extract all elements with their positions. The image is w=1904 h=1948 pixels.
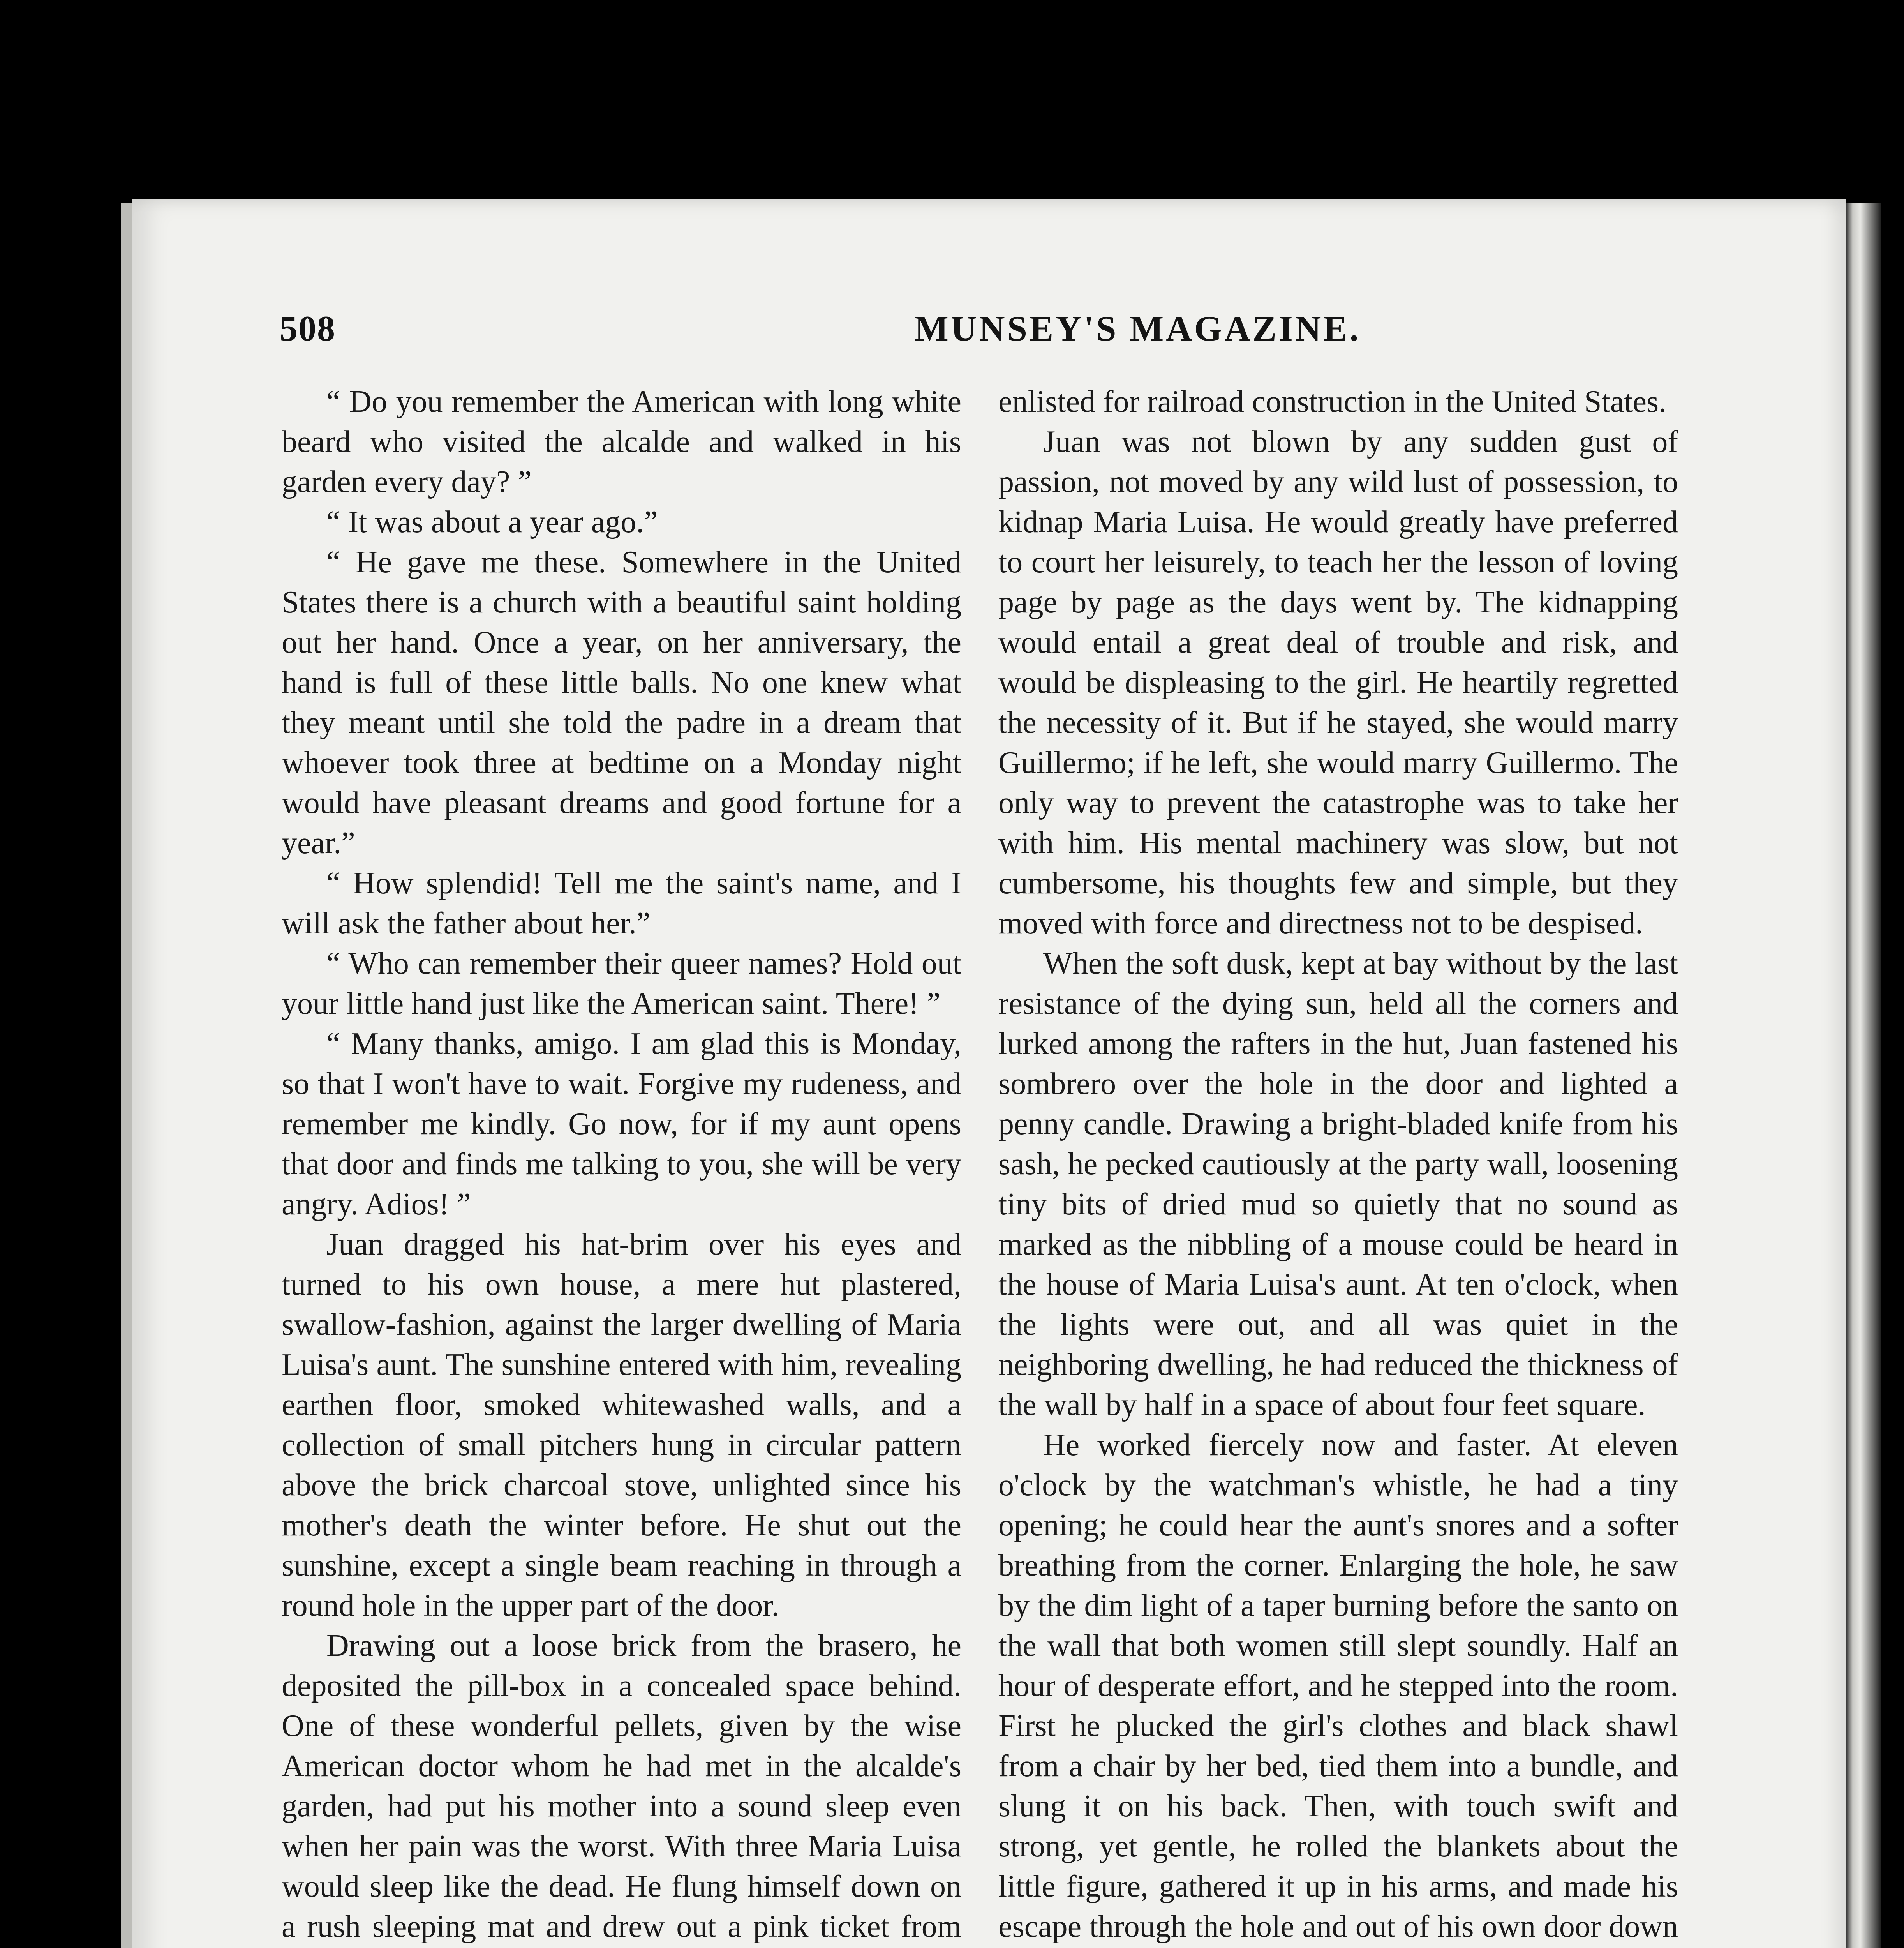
text-column-right bbox=[998, 382, 1678, 1948]
paragraph: Juan dragged his hat-brim over his eyes and turned to his own house, a mere hut plastered, swallow-fashion, against the larger dwelling of Maria Luisa's aunt. The sunshine entered with him, revealing earthen floor, smoked whitewashed walls, and a collection of small pitchers hung in circular pattern above the brick charcoal stove, unlighted since his mother's death the winter before. He shut out the sunshine, except a single beam reaching in through a round hole in the upper part of the door. bbox=[282, 1227, 961, 1623]
text-column-left bbox=[282, 382, 961, 1948]
paragraph: “ Many thanks, amigo. I am glad this is Monday, so that I won't have to wait. Forgive my rudeness, and remember me kindly. Go now, for if my aunt opens that door and finds me talking to you, she will be very angry. Adios! ” bbox=[282, 1027, 961, 1221]
running-head: MUNSEY'S MAGAZINE. bbox=[915, 309, 1361, 348]
paragraph: When the soft dusk, kept at bay without by the last resistance of the dying sun, held all the corners and lurked among the rafters in the hut, Juan fastened his sombrero over the hole in the door and lighted a penny candle. Drawing a bright-bladed knife from his sash, he pecked cautiously at the party wall, loosening tiny bits of dried mud so quietly that no sound as marked as the nibbling of a mouse could be heard in the house of Maria Luisa's aunt. At ten o'clock, when the lights were out, and all was quiet in the neighboring dwelling, he had reduced the thickness of the wall by half in a space of about four feet square. bbox=[998, 946, 1678, 1422]
page-binding bbox=[1846, 203, 1881, 1948]
paragraph: Drawing out a loose brick from the brasero, he deposited the pill-box in a concealed space behind. One of these wonderful pellets, given by the wise American doctor whom he had met in the alcalde's garden, had put his mother into a sound sleep even when her pain was the worst. With three Maria Luisa would sleep like the dead. He flung himself down on a rush sleeping mat and drew out a pink ticket from bbox=[282, 1629, 961, 1944]
paragraph: “ Do you remember the American with long white beard who visited the alcalde and walked in his garden every day? ” bbox=[282, 385, 961, 499]
page-header bbox=[280, 308, 1721, 362]
paragraph: “ He gave me these. Somewhere in the United States there is a church with a beautiful saint holding out her hand. Once a year, on her anniversary, the hand is full of these little balls. No one knew what they meant until she told the padre in a dream that whoever took three at bedtime on a Monday night would have pleasant dreams and good fortune for a year.” bbox=[282, 545, 961, 860]
magazine-page bbox=[132, 199, 1846, 1948]
paragraph: “ Who can remember their queer names? Hold out your little hand just like the American saint. There! ” bbox=[282, 946, 961, 1021]
paragraph: enlisted for railroad construction in the United States. bbox=[998, 385, 1667, 419]
paragraph: “ How splendid! Tell me the saint's name, and I will ask the father about her.” bbox=[282, 866, 961, 940]
paragraph: “ It was about a year ago.” bbox=[326, 505, 658, 539]
paragraph: Juan was not blown by any sudden gust of passion, not moved by any wild lust of possession, to kidnap Maria Luisa. He would greatly have preferred to court her leisurely, to teach her the lesson of loving page by page as the days went by. The kidnapping would entail a great deal of trouble and risk, and would be displeasing to the girl. He heartily regretted the necessity of it. But if he stayed, she would marry Guillermo; if he left, she would marry Guillermo. The only way to prevent the catastrophe was to take her with him. His mental machinery was slow, but not cumbersome, his thoughts few and simple, but they moved with force and directness not to be despised. bbox=[998, 425, 1678, 940]
paragraph: He worked fiercely now and faster. At eleven o'clock by the watchman's whistle, he had a tiny opening; he could hear the aunt's snores and a softer breathing from the corner. Enlarging the hole, he saw by the dim light of a taper burning before the santo on the wall that both women still slept soundly. Half an hour of desperate effort, and he stepped into the room. First he plucked the girl's clothes and black shawl from a chair by her bed, tied them into a bundle, and slung it on his back. Then, with touch swift and strong, yet gentle, he rolled the blankets about the little figure, gathered it up in his arms, and made his escape through the hole and out of his own door down bbox=[998, 1428, 1678, 1944]
page-number: 508 bbox=[280, 309, 336, 348]
